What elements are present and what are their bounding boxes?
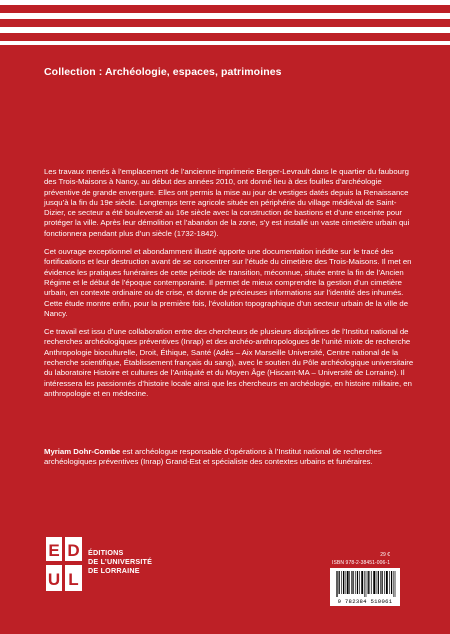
- logo-letter: L: [68, 570, 79, 589]
- publisher-line: DE LORRAINE: [88, 566, 140, 575]
- author-name: Myriam Dohr-Combe: [44, 447, 121, 456]
- publisher-name: [88, 548, 152, 575]
- author-bio: [44, 447, 414, 468]
- author-bio-text: est archéologue responsable d’opérations à l’Institut national de recherches archéologiques préventives (Inrap) Grand-Est et spécialiste des contextes urbains et funéraires.: [44, 447, 382, 467]
- top-stripe: [0, 41, 450, 45]
- barcode: [330, 568, 400, 606]
- publisher-logo: [46, 537, 82, 591]
- summary-paragraph: Ce travail est issu d’une collaboration entre des chercheurs de plusieurs disciplines de l’Institut national de recherches archéologiques préventives (Inrap) et des archéo-anthropologues de l’unité mixte de recherche Anthropologie bioculturelle, Droit, Éthique, Santé (Adès – Aix Marseille Université, Centre national de la recherche scientifique, Établissement français du sang), avec le soutien du Pôle archéologique universitaire du laboratoire Histoire et cultures de l’Antiquité et du Moyen Âge (Hiscant-MA – Université de Lorraine). Il intéressera les passionnés d’histoire locale ainsi que les chercheurs en archéologie, en histoire militaire, en anthropologie et en médecine.: [44, 327, 414, 398]
- isbn-label: ISBN 978-2-38451-006-1: [332, 560, 391, 566]
- logo-letter: D: [67, 541, 80, 560]
- barcode-bars: [336, 571, 396, 597]
- price-label: 29 €: [380, 552, 390, 558]
- publisher-line: DE L’UNIVERSITÉ: [88, 557, 153, 566]
- logo-letter: U: [47, 570, 61, 589]
- collection-title: Collection : Archéologie, espaces, patrimoines: [44, 66, 282, 78]
- barcode-number: 9 782384 510061: [337, 598, 393, 605]
- top-stripe: [0, 27, 450, 33]
- publisher-line: ÉDITIONS: [88, 548, 124, 557]
- top-stripe: [0, 13, 450, 19]
- summary-paragraph: Cet ouvrage exceptionnel et abondamment illustré apporte une documentation inédite sur le tracé des fortifications et leur destruction avant de se concentrer sur l’étude du cimetière des Trois-Maisons. Il met en évidence les pratiques funéraires de cette période de transition, méconnue, située entre la fin de l’Ancien Régime et le début de l’époque contemporaine. Il permet de mieux comprendre la gestion d’un cimetière urbain, en contexte ordinaire ou de crise, et donne de précieuses informations sur l’identité des inhumés. Cette étude montre enfin, pour la première fois, l’évolution topographique d’un secteur urbain de la ville de Nancy.: [44, 247, 412, 318]
- summary-paragraph: Les travaux menés à l’emplacement de l’ancienne imprimerie Berger-Levrault dans le quartier du faubourg des Trois-Maisons à Nancy, au début des années 2010, ont donné lieu à des fouilles d’archéologie préventive de grande envergure. Elles ont permis la mise au jour de vestiges datés depuis la Renaissance jusqu’à la fin du 19e siècle. Longtemps terre agricole située en périphérie du village médiéval de Saint-Dizier, ce secteur a été bouleversé au 16e siècle avec la construction de bastions et d’une enceinte pour protéger la ville. Après leur démolition et l’abandon de la zone, s’y est installé un vaste cimetière urbain qui fonctionnera pendant plus d’un siècle (1732-1842).: [44, 167, 410, 238]
- summary-text: [44, 167, 414, 407]
- logo-letter: E: [48, 541, 60, 560]
- top-stripe: [0, 0, 450, 5]
